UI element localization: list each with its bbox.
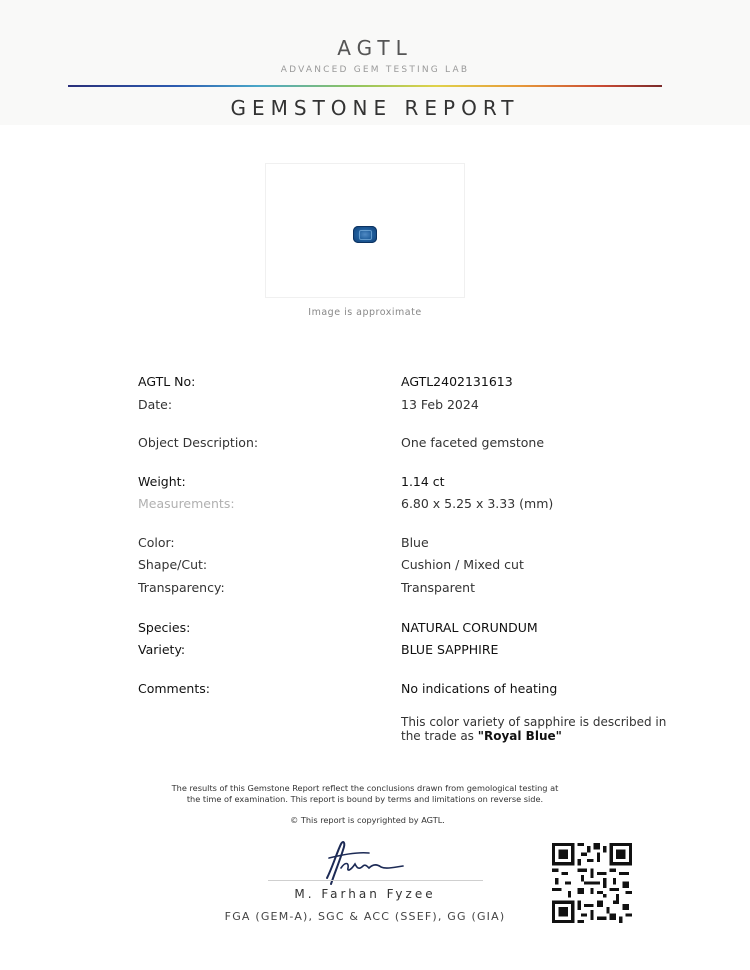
comment-note-text: This color variety of sapphire is described in the trade as: [401, 715, 667, 743]
measurements-value: 6.80 x 5.25 x 3.33 (mm): [401, 496, 554, 511]
row-agtl-no: [0, 374, 750, 392]
spectrum-divider: [68, 85, 662, 87]
report-title: GEMSTONE REPORT: [230, 96, 520, 120]
copyright-notice: © This report is copyrighted by AGTL.: [290, 815, 445, 825]
brand-full-name: ADVANCED GEM TESTING LAB: [280, 65, 470, 75]
disclaimer: [150, 783, 580, 805]
row-date: [0, 397, 750, 415]
signature-line: [268, 880, 483, 881]
signer-credentials: FGA (GEM-A), SGC & ACC (SSEF), GG (GIA): [224, 910, 506, 923]
signer-name: M. Farhan Fyzee: [294, 887, 436, 901]
row-transparency: [0, 580, 750, 598]
date-value: 13 Feb 2024: [401, 397, 479, 412]
transparency-label: Transparency:: [138, 580, 225, 595]
weight-value: 1.14 ct: [401, 474, 445, 489]
image-caption: Image is approximate: [308, 307, 422, 318]
comments-label: Comments:: [138, 681, 210, 696]
species-value: NATURAL CORUNDUM: [401, 620, 538, 635]
variety-label: Variety:: [138, 642, 186, 657]
shape-label: Shape/Cut:: [138, 557, 208, 572]
shape-value: Cushion / Mixed cut: [401, 557, 524, 572]
object-label: Object Description:: [138, 435, 259, 450]
species-label: Species:: [138, 620, 191, 635]
row-weight: [0, 474, 750, 492]
object-value: One faceted gemstone: [401, 435, 545, 450]
color-value: Blue: [401, 535, 429, 550]
row-shape: [0, 557, 750, 575]
brand-logo: AGTL: [337, 36, 413, 60]
disclaimer-line-1: The results of this Gemstone Report reflect the conclusions drawn from gemological testing at: [171, 783, 559, 793]
gem-image: [353, 226, 377, 243]
measurements-label: Measurements:: [138, 496, 235, 511]
agtl-no-value: AGTL2402131613: [401, 374, 513, 389]
row-color: [0, 535, 750, 553]
comment-note-highlight: "Royal Blue": [477, 729, 562, 743]
comments-value: No indications of heating: [401, 681, 558, 696]
date-label: Date:: [138, 397, 173, 412]
row-comments: [0, 681, 750, 699]
transparency-value: Transparent: [401, 580, 476, 595]
agtl-no-label: AGTL No:: [138, 374, 196, 389]
row-measurements: [0, 496, 750, 514]
variety-value: BLUE SAPPHIRE: [401, 642, 499, 657]
disclaimer-line-2: the time of examination. This report is bound by terms and limitations on reverse side.: [186, 794, 544, 804]
color-label: Color:: [138, 535, 175, 550]
comment-note: [401, 715, 671, 743]
qr-code: [552, 843, 632, 923]
weight-label: Weight:: [138, 474, 186, 489]
row-variety: [0, 642, 750, 660]
row-object: [0, 435, 750, 453]
row-species: [0, 620, 750, 638]
